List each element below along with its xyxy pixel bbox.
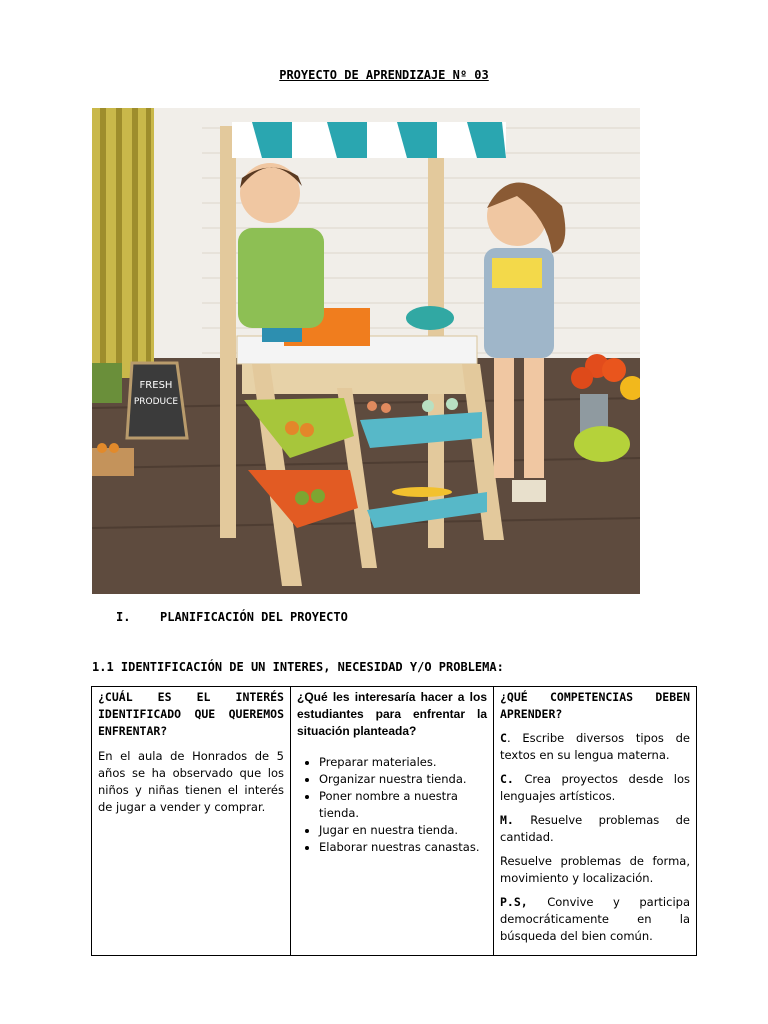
list-item: • Poner nombre a nuestra tienda. (319, 788, 487, 822)
planning-table (91, 686, 697, 956)
competency-code: M. (500, 813, 514, 827)
list-item: • Elaborar nuestras canastas. (319, 839, 487, 856)
competency-text: Convive y participa democráticamente en la búsqueda del bien común. (500, 895, 690, 943)
subsection-heading: 1.1 IDENTIFICACIÓN DE UN INTERES, NECESIDAD Y/O PROBLEMA: (92, 660, 504, 674)
competency-item (500, 894, 690, 945)
competency-item (500, 771, 690, 805)
competencies-header: ¿QUÉ COMPETENCIAS DEBEN APRENDER? (500, 690, 690, 721)
competency-item (500, 853, 690, 887)
market-stand-photo (92, 108, 640, 594)
section-heading-planificacion (116, 610, 348, 624)
svg-text:FRESH: FRESH (139, 380, 173, 391)
interest-header: ¿CUÁL ES EL INTERÉS IDENTIFICADO QUE QUEREMOS ENFRENTAR? (98, 690, 284, 738)
competency-text: Crea proyectos desde los lenguajes artísticos. (500, 772, 690, 803)
list-item: • Preparar materiales. (319, 754, 487, 771)
activities-column (291, 687, 494, 956)
interest-body: En el aula de Honrados de 5 años se ha observado que los niños y niñas tienen el interés de jugar a vender y comprar. (98, 749, 284, 814)
competencies-column (494, 687, 697, 956)
document-title: PROYECTO DE APRENDIZAJE Nº 03 (279, 68, 489, 82)
fresh-produce-sign (127, 363, 187, 438)
section-number: I. (116, 610, 131, 624)
competency-item (500, 730, 690, 764)
competency-code: C. (500, 772, 514, 786)
section-title: PLANIFICACIÓN DEL PROYECTO (160, 610, 348, 624)
competency-code: P.S, (500, 895, 528, 909)
competency-text: Resuelve problemas de cantidad. (500, 813, 690, 844)
list-item: • Organizar nuestra tienda. (319, 771, 487, 788)
activities-list (297, 754, 487, 856)
competency-text: Resuelve problemas de forma, movimiento y localización. (500, 854, 690, 885)
competency-code: C (500, 731, 507, 745)
interest-column (92, 687, 291, 956)
svg-text:PRODUCE: PRODUCE (133, 397, 179, 407)
competency-text: . Escribe diversos tipos de textos en su lengua materna. (500, 731, 690, 762)
activities-header: ¿Qué les interesaría hacer a los estudiantes para enfrentar la situación planteada? (297, 690, 487, 738)
list-item: • Jugar en nuestra tienda. (319, 822, 487, 839)
competency-item (500, 812, 690, 846)
